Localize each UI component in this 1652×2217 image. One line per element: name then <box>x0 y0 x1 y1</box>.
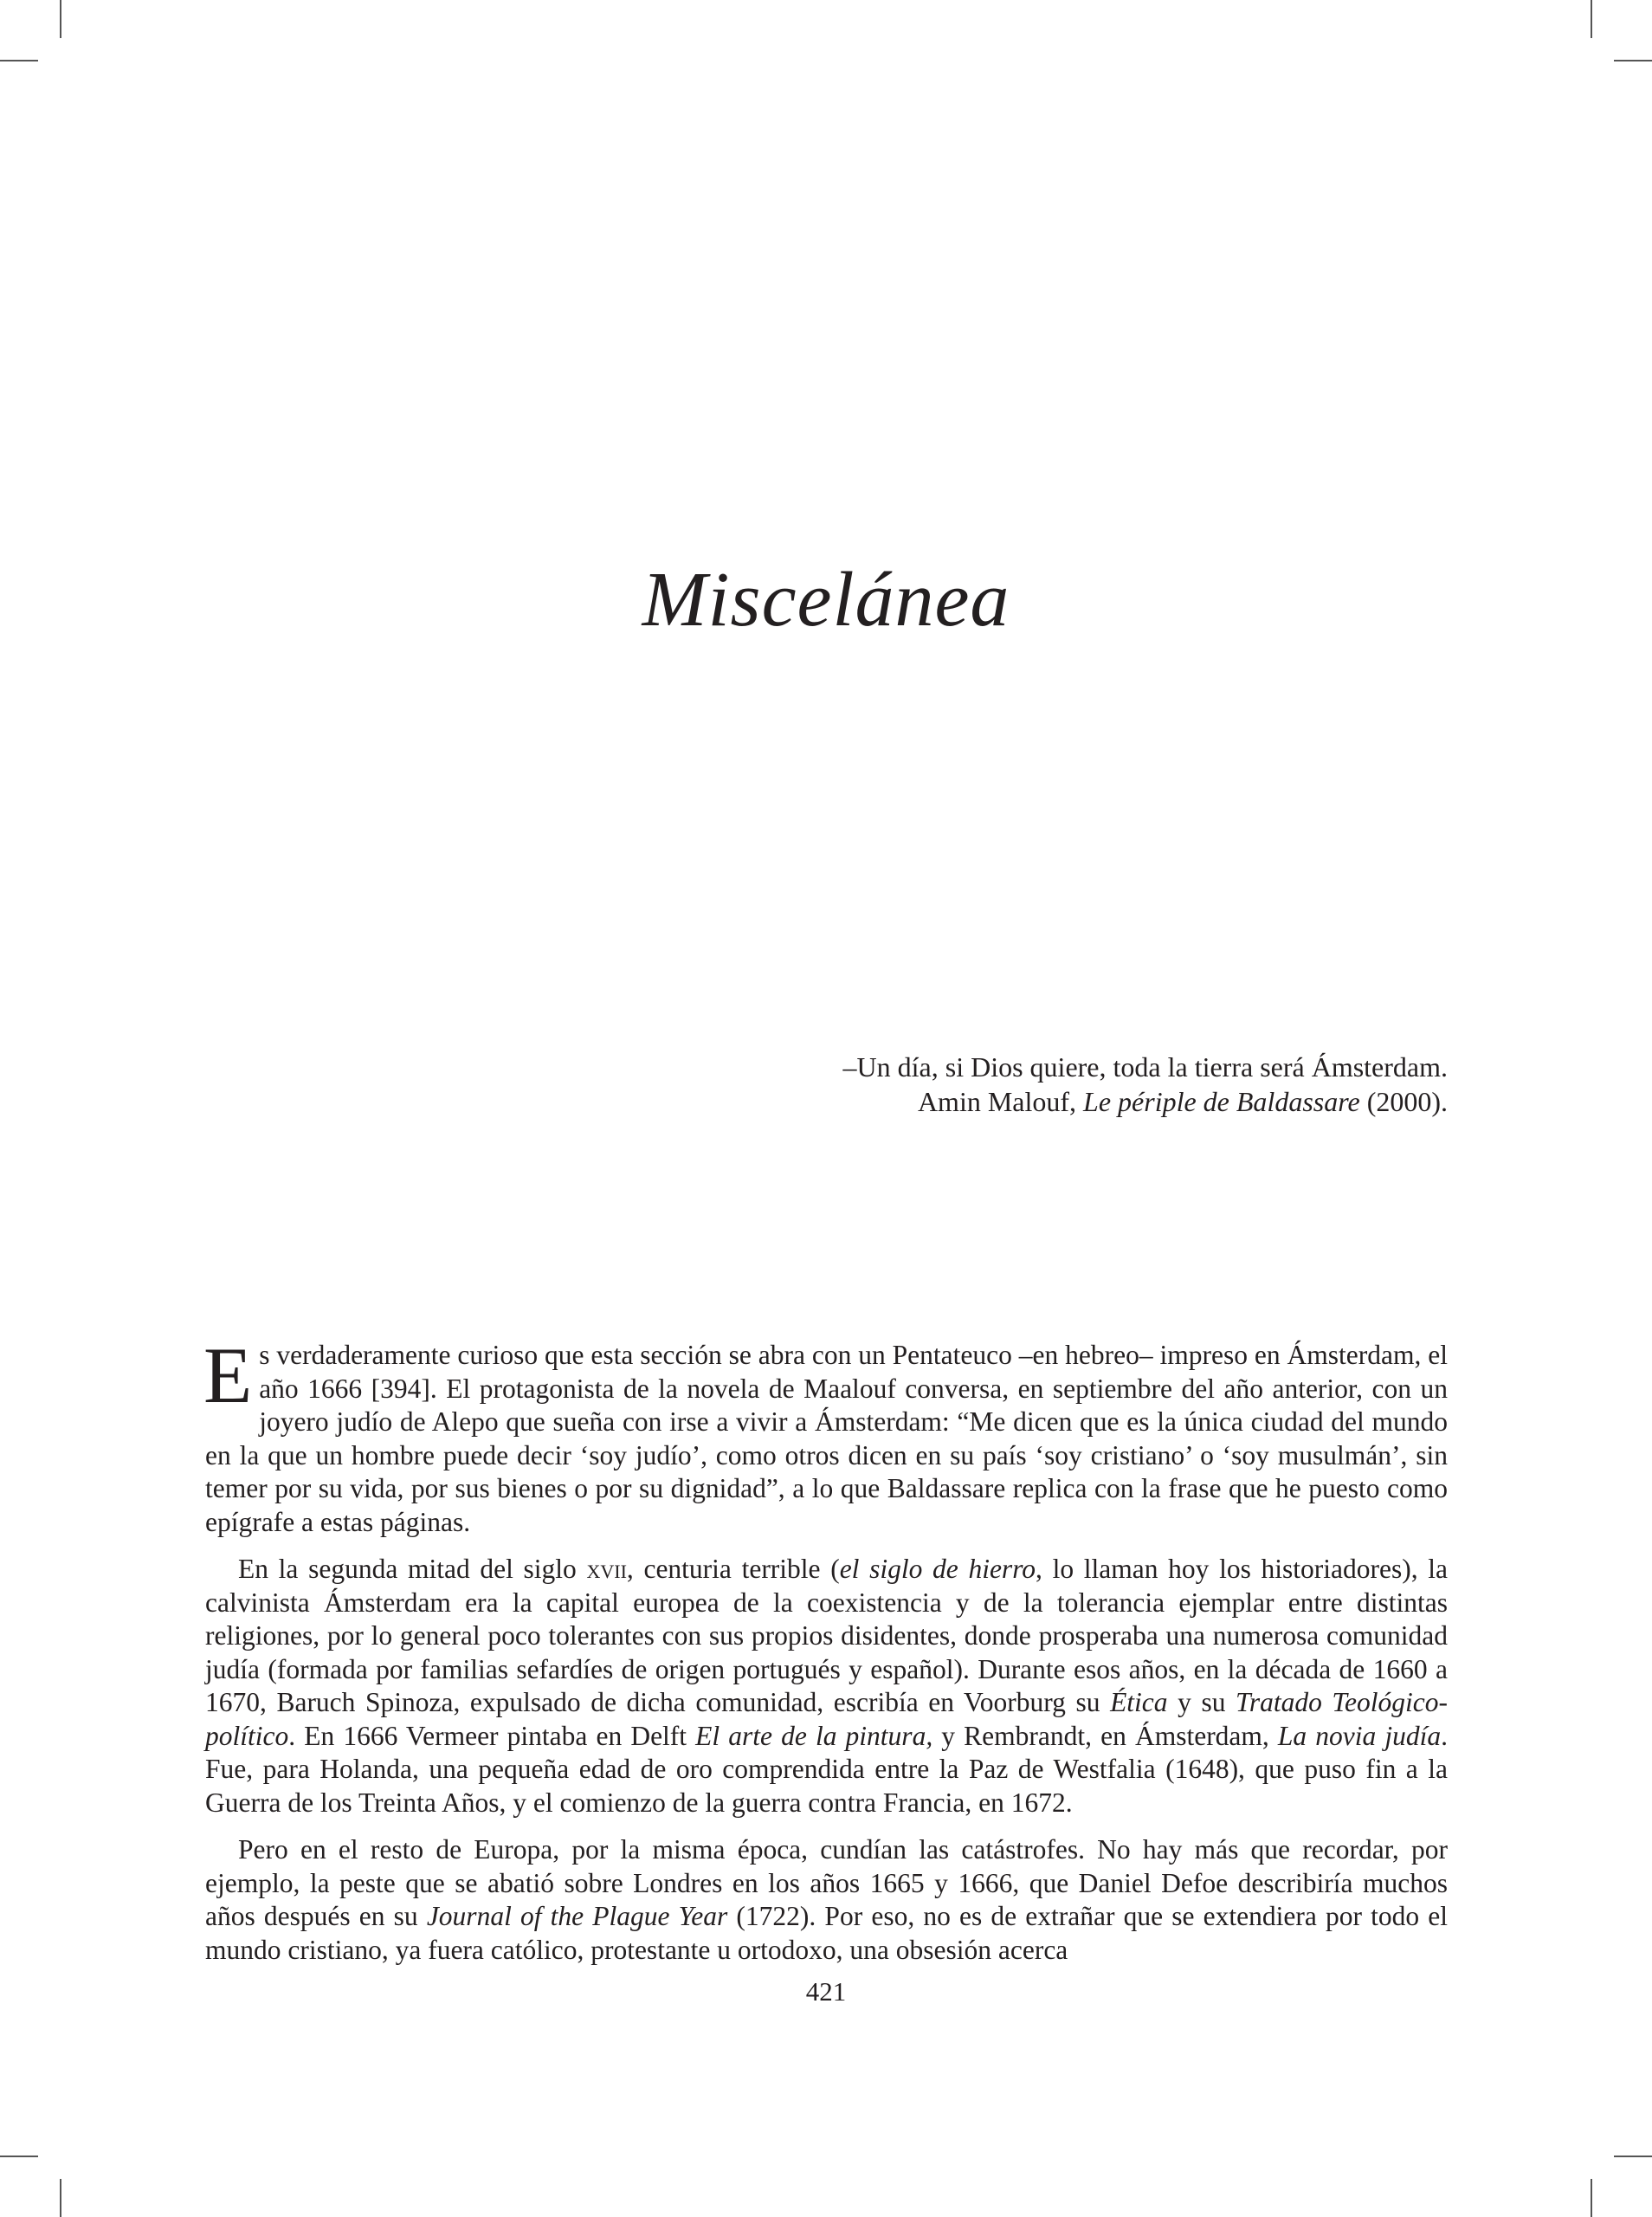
crop-mark-bottom-right-v <box>1591 2179 1592 2217</box>
epigraph-attribution <box>843 1084 1448 1119</box>
epigraph-year: (2000). <box>1359 1086 1448 1117</box>
epigraph-author: Amin Malouf, <box>917 1086 1084 1117</box>
paragraph-2 <box>205 1553 1448 1819</box>
century-numeral: xvii <box>586 1554 627 1584</box>
text-run: . En 1666 Vermeer pintaba en Delft <box>288 1720 696 1751</box>
body-text <box>203 1331 1449 1981</box>
text-run: , centuria terrible ( <box>626 1554 840 1584</box>
work-title: El arte de la pintura, <box>695 1720 933 1751</box>
crop-mark-bottom-right-h <box>1614 2156 1652 2157</box>
paragraph-1 <box>203 1331 1448 1539</box>
work-title: Journal of the Plague Year <box>426 1901 728 1931</box>
epigraph <box>843 1050 1448 1119</box>
drop-cap: E <box>203 1331 253 1419</box>
epigraph-quote: –Un día, si Dios quiere, toda la tierra será Ámsterdam. <box>842 1051 1448 1083</box>
crop-mark-top-right-h <box>1614 60 1652 61</box>
crop-mark-top-left-h <box>0 60 38 61</box>
crop-mark-bottom-left-v <box>60 2179 61 2217</box>
work-title: Tratado Teológico-político <box>205 1687 1449 1751</box>
page-number: 421 <box>805 1976 847 2007</box>
text-run: Pero en el resto de Europa, por la misma época, cundían las catástrofes. No hay más que recordar, por ejemplo, la peste que se abatió sobre Londres en los años 1665 y 1666, que Daniel Defoe describiría muchos años después en su <box>205 1834 1448 1931</box>
epigraph-work-title: Le périple de Baldassare <box>1083 1086 1360 1117</box>
text-run: (1722). Por eso, no es de extrañar que se extendiera por todo el mundo cristiano, ya fuera católico, protestante u ortodoxo, una obsesión acerca <box>205 1901 1448 1965</box>
paragraph-3 <box>205 1833 1448 1967</box>
work-title: La novia judía <box>1277 1720 1442 1751</box>
crop-mark-top-right-v <box>1591 0 1592 38</box>
work-title: Ética <box>1110 1687 1168 1717</box>
text-run: y su <box>1167 1687 1236 1717</box>
text-run: y Rembrandt, en Ámsterdam, <box>932 1720 1278 1751</box>
paragraph-1-text: s verdaderamente curioso que esta sección se abra con un Pentateuco –en hebreo– impreso en Ámsterdam, el año 1666 [394]. El protagonista de la novela de Maalouf conversa, en septiembre del año anterior, con un joyero judío de Alepo que sueña con irse a vivir a Ámsterdam: “Me dicen que es la única ciudad del mundo en la que un hombre puede decir ‘soy judío’, como otros dicen en su país ‘soy cristiano’ o ‘soy musulmán’, sin temer por su vida, por sus bienes o por su dignidad”, a lo que Baldassare replica con la frase que he puesto como epígrafe a estas páginas. <box>205 1340 1448 1537</box>
text-run: , lo llaman hoy los historiadores), la calvinista Ámsterdam era la capital europea de la coexistencia y de la tolerancia ejemplar entre distintas religiones, por lo general poco tolerantes con sus propios disidentes, donde prosperaba una numerosa comunidad judía (formada por familias sefardíes de origen portugués y español). Durante esos años, en la década de 1660 a 1670, Baruch Spinoza, expulsado de dicha comunidad, escribía en Voorburg su <box>205 1554 1449 1717</box>
text-run: . Fue, para Holanda, una pequeña edad de oro comprendida entre la Paz de Westfalia (1648), que puso fin a la Guerra de los Treinta Años, y el comienzo de la guerra contra Francia, en 1672. <box>205 1720 1448 1818</box>
crop-mark-top-left-v <box>60 0 61 38</box>
italic-term: el siglo de hierro <box>839 1554 1036 1584</box>
crop-mark-bottom-left-h <box>0 2156 38 2157</box>
text-run: En la segunda mitad del siglo <box>238 1554 587 1584</box>
chapter-title: Miscelánea <box>642 557 1010 643</box>
